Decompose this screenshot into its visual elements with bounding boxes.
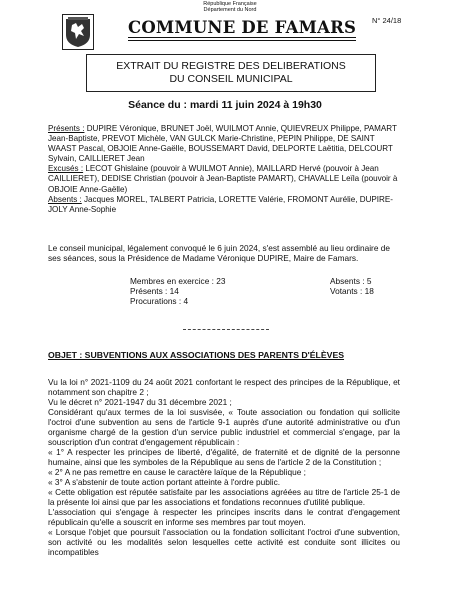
- commune-title: COMMUNE DE FAMARS: [128, 18, 357, 37]
- presents-names: DUPIRE Véronique, BRUNET Joël, WUILMOT Annie, QUIEVREUX Philippe, PAMART Jean-Baptiste, PREVOT Michèle, VAN GULCK Marie-Christine, PEPIN Philippe, DE SAINT WAAST Pascal, OBJOIE Anne-Gaëlle, BOUSSEMART David, DELPORTE Laëtitia, DELCOURT Sylvain, CAILLIERET Jean: [48, 124, 397, 164]
- body-p7: « Cette obligation est réputée satisfaite par les associations agréées au titre de l'article 25-1 de la présente loi ainsi que par les associations et fondations reconnues d'utilité publique.: [48, 487, 400, 507]
- absents-paragraph: [48, 195, 400, 215]
- separator-line: [183, 329, 269, 330]
- excuses-names: LECOT Ghislaine (pouvoir à WUILMOT Annie), MAILLARD Hervé (pouvoir à Jean CAILLIERET), DEDISE Christian (pouvoir à Jean-Baptiste PAMART), CHAVALLE Leïla (pouvoir à OBJOIE Anne-Gaëlle): [48, 164, 398, 194]
- title-rule-bottom: [128, 40, 356, 41]
- body-p8: L'association qui s'engage à respecter les principes inscrits dans le contrat d'engagement républicain qu'elle a souscrit en informe ses membres par tout moyen.: [48, 507, 400, 527]
- extract-line-1: EXTRAIT DU REGISTRE DES DELIBERATIONS: [116, 60, 346, 72]
- count-procurations: Procurations : 4: [130, 296, 189, 306]
- excuses-label: Excusés :: [48, 164, 84, 174]
- body-p3: Considérant qu'aux termes de la loi susvisée, « Toute association ou fondation qui sollicite l'octroi d'une subvention au sens de l'article 9-1 auprès d'une autorité administrative ou d'un organisme chargé de la gestion d'un service public industriel et commercial s'engage, par la souscription d'un contrat d'engagement républicain :: [48, 407, 400, 447]
- body-p9: « Lorsque l'objet que poursuit l'association ou la fondation sollicitant l'octroi d'une subvention, son activité ou les modalités selon lesquelles cette activité est conduite sont illicites ou incompatibles: [48, 527, 400, 557]
- body-text: [48, 377, 400, 557]
- coat-of-arms-logo: [62, 14, 94, 50]
- excuses-paragraph: [48, 164, 400, 194]
- objet-heading: OBJET : SUBVENTIONS AUX ASSOCIATIONS DES PARENTS D'ÉLÈVES: [48, 350, 345, 360]
- convocation-text: Le conseil municipal, légalement convoqué le 6 juin 2024, s'est assemblé au lieu ordinaire de ses séances, sous la Présidence de Madame Véronique DUPIRE, Maire de Famars.: [48, 243, 390, 263]
- header-republic: République Française: [203, 1, 257, 7]
- body-p6: « 3° A s'abstenir de toute action portant atteinte à l'ordre public.: [48, 477, 281, 487]
- extract-title-box: [86, 54, 376, 92]
- count-presents: Présents : 14: [130, 286, 179, 296]
- absents-names: Jacques MOREL, TALBERT Patricia, LORETTE Valérie, FROMONT Aurélie, DUPIRE-JOLY Anne-Sophie: [48, 194, 393, 214]
- extract-line-2: DU CONSEIL MUNICIPAL: [169, 73, 293, 85]
- body-p5: « 2° A ne pas remettre en cause le caractère laïque de la République ;: [48, 467, 306, 477]
- presents-label: Présents :: [48, 124, 85, 133]
- body-p1: Vu la loi n° 2021-1109 du 24 août 2021 confortant le respect des principes de la République, et notamment son chapitre 2 ;: [48, 377, 400, 397]
- header-department: Département du Nord: [203, 7, 257, 13]
- title-rule-top: [128, 37, 356, 38]
- body-p2: Vu le décret n° 2021-1947 du 31 décembre 2021 ;: [48, 397, 232, 407]
- attendance-block: [48, 124, 400, 215]
- count-votants: Votants : 18: [330, 286, 374, 296]
- presents-paragraph: [48, 124, 400, 164]
- deliberation-number: N° 24/18: [372, 16, 402, 25]
- session-date: Séance du : mardi 11 juin 2024 à 19h30: [128, 99, 322, 111]
- absents-label: Absents :: [48, 194, 82, 204]
- count-membres: Membres en exercice : 23: [130, 276, 226, 286]
- body-p4: « 1° A respecter les principes de liberté, d'égalité, de fraternité et de dignité de la personne humaine, ainsi que les symboles de la République au sens de l'article 2 de la Constitution ;: [48, 447, 400, 467]
- count-absents: Absents : 5: [330, 276, 372, 286]
